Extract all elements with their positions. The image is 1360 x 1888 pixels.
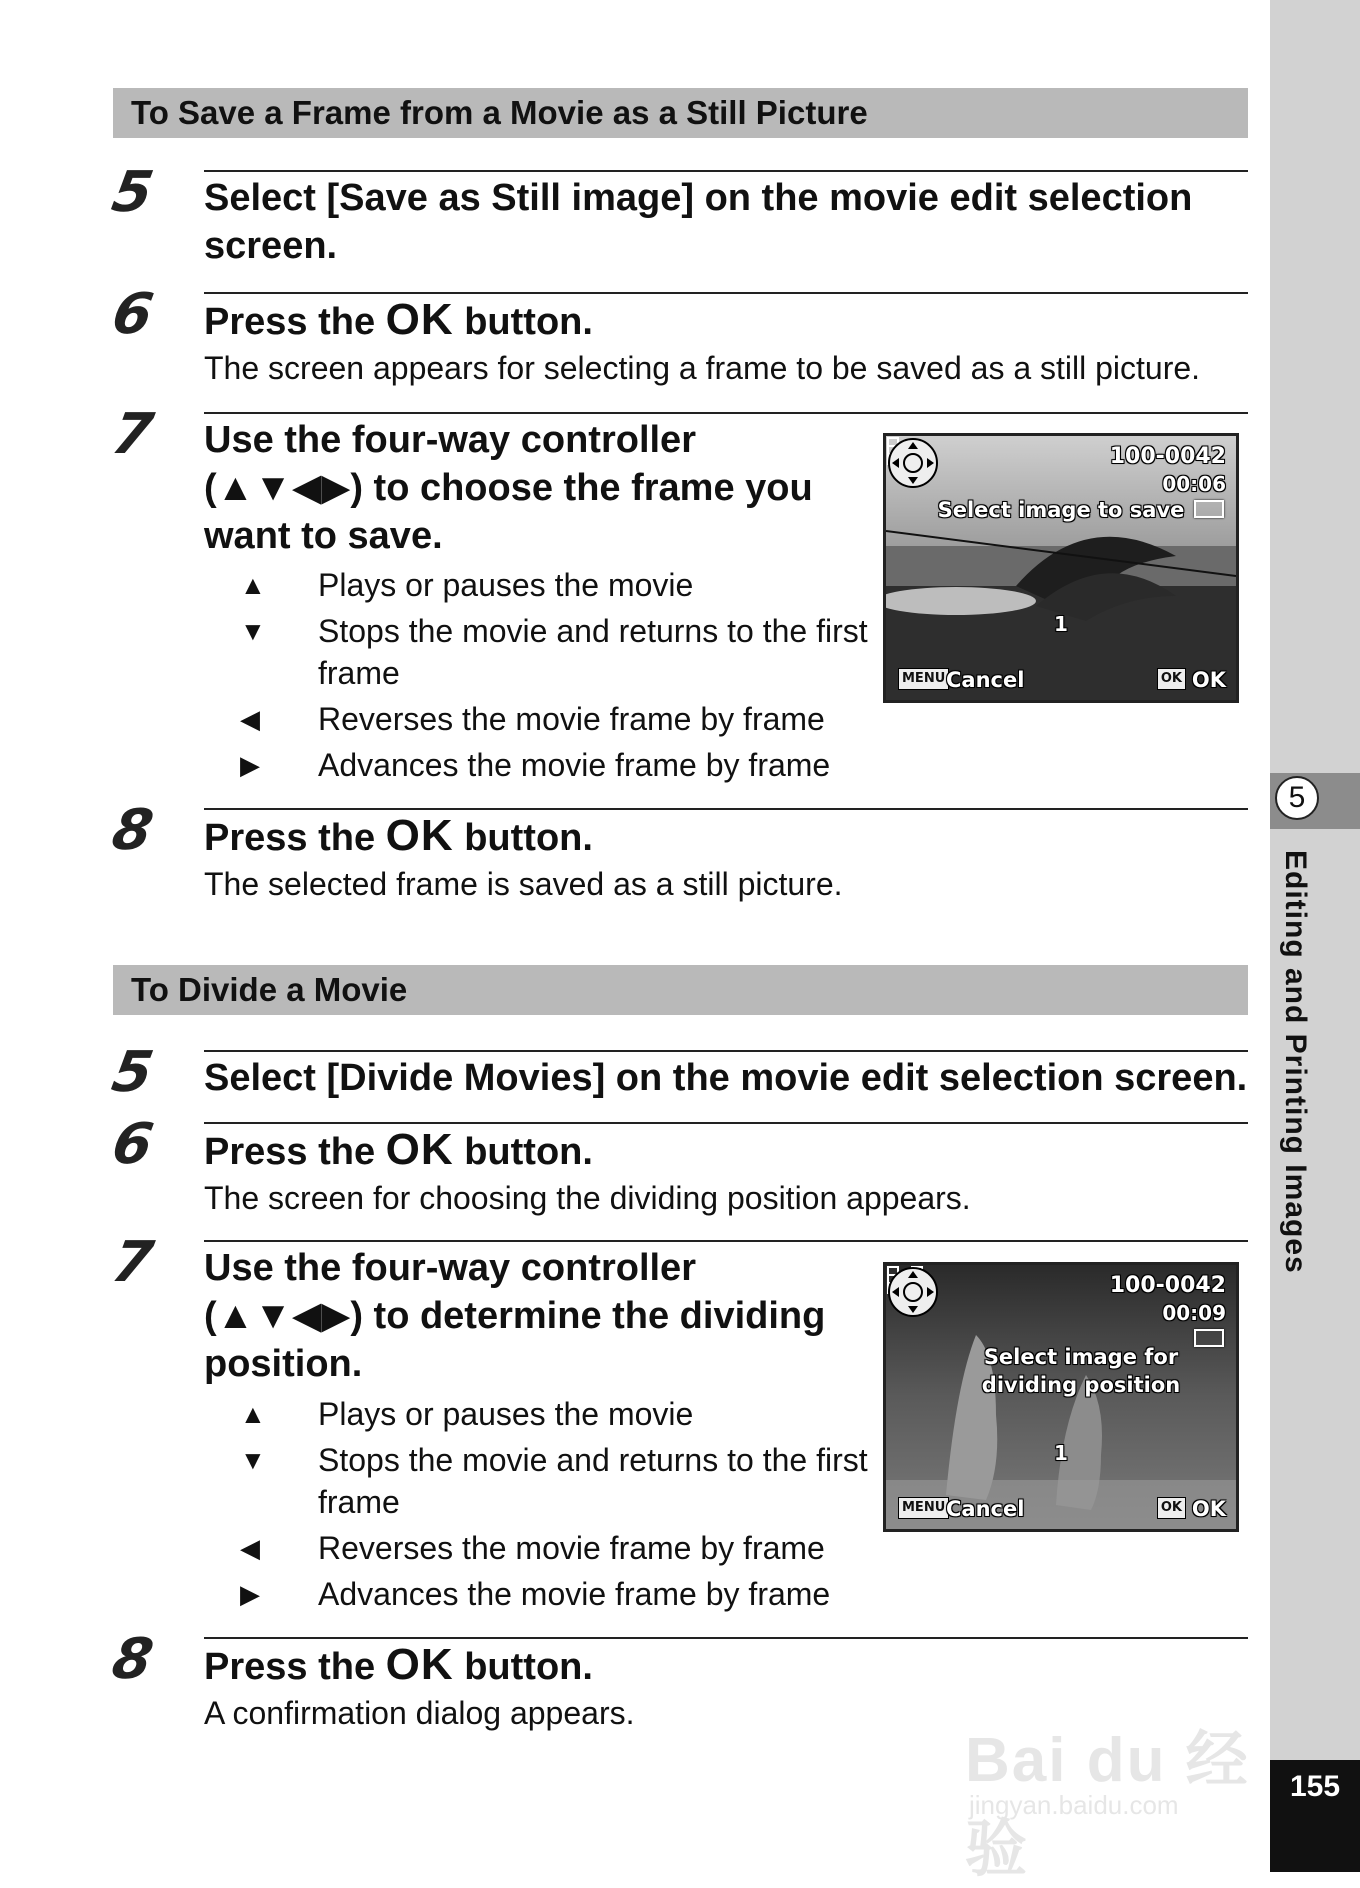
- legend-text: Plays or pauses the movie: [318, 1396, 694, 1432]
- ok-label: OK: [1191, 668, 1226, 692]
- legend-item: [240, 1573, 880, 1615]
- step-divider: [204, 170, 1248, 172]
- step-title: Use the four-way controller (▲▼◀▶) to choose the frame you want to save.: [204, 419, 813, 557]
- legend-item: [240, 564, 880, 606]
- title-text: Press the: [204, 301, 386, 343]
- step-divider: [204, 292, 1248, 294]
- baidu-watermark: [965, 1690, 1265, 1884]
- step-title: [204, 1641, 1248, 1691]
- step-number: 7: [107, 1230, 158, 1295]
- camera-screen-divide-movie: [883, 1262, 1239, 1532]
- left-arrow-icon: ◀: [240, 704, 260, 734]
- step-title: [204, 812, 1248, 862]
- down-arrow-icon: ▼: [240, 1445, 266, 1475]
- page-number: 155: [1289, 1770, 1341, 1803]
- section-header-divide-movie: To Divide a Movie: [113, 965, 1248, 1015]
- screen-message-line2: dividing position: [981, 1373, 1181, 1397]
- step-title: Use the four-way controller (▲▼◀▶) to determine the dividing position.: [204, 1247, 826, 1385]
- title-text: button.: [453, 1646, 593, 1688]
- camera-screen-save-still: [883, 433, 1239, 703]
- controller-legend: [240, 1393, 880, 1619]
- playback-time: 00:06: [1162, 472, 1226, 496]
- up-arrow-icon: ▲: [240, 1399, 266, 1429]
- cancel-label: Cancel: [946, 668, 1025, 692]
- step-number: 8: [107, 1627, 158, 1692]
- down-arrow-icon: ▼: [240, 616, 266, 646]
- watermark-logo: Bai du 经验: [965, 1726, 1250, 1884]
- legend-item: [240, 1527, 880, 1569]
- menu-key-icon: MENU: [898, 1497, 949, 1519]
- step-title: [204, 296, 1248, 346]
- chapter-title: Editing and Printing Images: [1279, 850, 1312, 1274]
- step-divider: [204, 1050, 1248, 1052]
- legend-text: Reverses the movie frame by frame: [318, 701, 825, 737]
- legend-item: [240, 610, 880, 694]
- controller-legend: [240, 564, 880, 790]
- section-header-save-frame: To Save a Frame from a Movie as a Still Picture: [113, 88, 1248, 138]
- menu-key-icon: MENU: [898, 668, 949, 690]
- cancel-label: Cancel: [946, 1497, 1025, 1521]
- ok-key-icon: OK: [1157, 668, 1186, 690]
- legend-item: [240, 698, 880, 740]
- legend-text: Stops the movie and returns to the first frame: [318, 613, 868, 691]
- title-text: button.: [453, 301, 593, 343]
- chapter-number: 5: [1275, 776, 1319, 820]
- title-text: button.: [453, 1131, 593, 1173]
- legend-text: Advances the movie frame by frame: [318, 1576, 831, 1612]
- file-number: 100-0042: [1109, 1273, 1226, 1298]
- ok-button-glyph: OK: [385, 1640, 454, 1689]
- up-arrow-icon: ▲: [240, 570, 266, 600]
- ok-button-glyph: OK: [385, 811, 454, 860]
- step-number: 5: [107, 1040, 158, 1105]
- step-description: The screen for choosing the dividing position appears.: [204, 1180, 971, 1216]
- step-divider: [204, 808, 1248, 810]
- step-divider: [204, 1122, 1248, 1124]
- legend-item: [240, 1439, 880, 1523]
- step-number: 7: [107, 402, 158, 467]
- title-text: button.: [453, 817, 593, 859]
- step-divider: [204, 1637, 1248, 1639]
- ok-label: OK: [1191, 1497, 1226, 1521]
- ok-button-glyph: OK: [385, 295, 454, 344]
- step-description: The screen appears for selecting a frame to be saved as a still picture.: [204, 350, 1201, 386]
- screen-message: Select image to save: [937, 498, 1185, 522]
- legend-text: Reverses the movie frame by frame: [318, 1530, 825, 1566]
- step-title: [204, 1126, 1248, 1176]
- playback-time: 00:09: [1162, 1301, 1226, 1325]
- title-text: Press the: [204, 1646, 386, 1688]
- frame-counter: 1: [1054, 612, 1068, 636]
- left-arrow-icon: ◀: [240, 1533, 260, 1563]
- step-description: The selected frame is saved as a still picture.: [204, 866, 843, 902]
- legend-item: [240, 1393, 880, 1435]
- step-number: 6: [107, 282, 158, 347]
- legend-item: [240, 744, 880, 786]
- watermark-url: jingyan.baidu.com: [969, 1790, 1179, 1820]
- legend-text: Stops the movie and returns to the first frame: [318, 1442, 868, 1520]
- step-title: Select [Divide Movies] on the movie edit selection screen.: [204, 1057, 1248, 1099]
- legend-text: Plays or pauses the movie: [318, 567, 694, 603]
- step-title: Select [Save as Still image] on the movie edit selection screen.: [204, 177, 1193, 267]
- frame-counter: 1: [1054, 1441, 1068, 1465]
- step-number: 6: [107, 1112, 158, 1177]
- four-way-controller-icon: [886, 436, 940, 490]
- step-divider: [204, 1240, 1248, 1242]
- ok-button-glyph: OK: [385, 1125, 454, 1174]
- title-text: Press the: [204, 817, 386, 859]
- screen-message-line1: Select image for: [983, 1345, 1179, 1369]
- file-number: 100-0042: [1109, 444, 1226, 469]
- step-number: 5: [107, 160, 158, 225]
- right-arrow-icon: ▶: [240, 750, 260, 780]
- legend-text: Advances the movie frame by frame: [318, 747, 831, 783]
- ok-key-icon: OK: [1157, 1497, 1186, 1519]
- step-description: A confirmation dialog appears.: [204, 1695, 635, 1731]
- step-number: 8: [107, 798, 158, 863]
- right-arrow-icon: ▶: [240, 1579, 260, 1609]
- step-divider: [204, 412, 1248, 414]
- four-way-controller-icon: [886, 1265, 940, 1319]
- title-text: Press the: [204, 1131, 386, 1173]
